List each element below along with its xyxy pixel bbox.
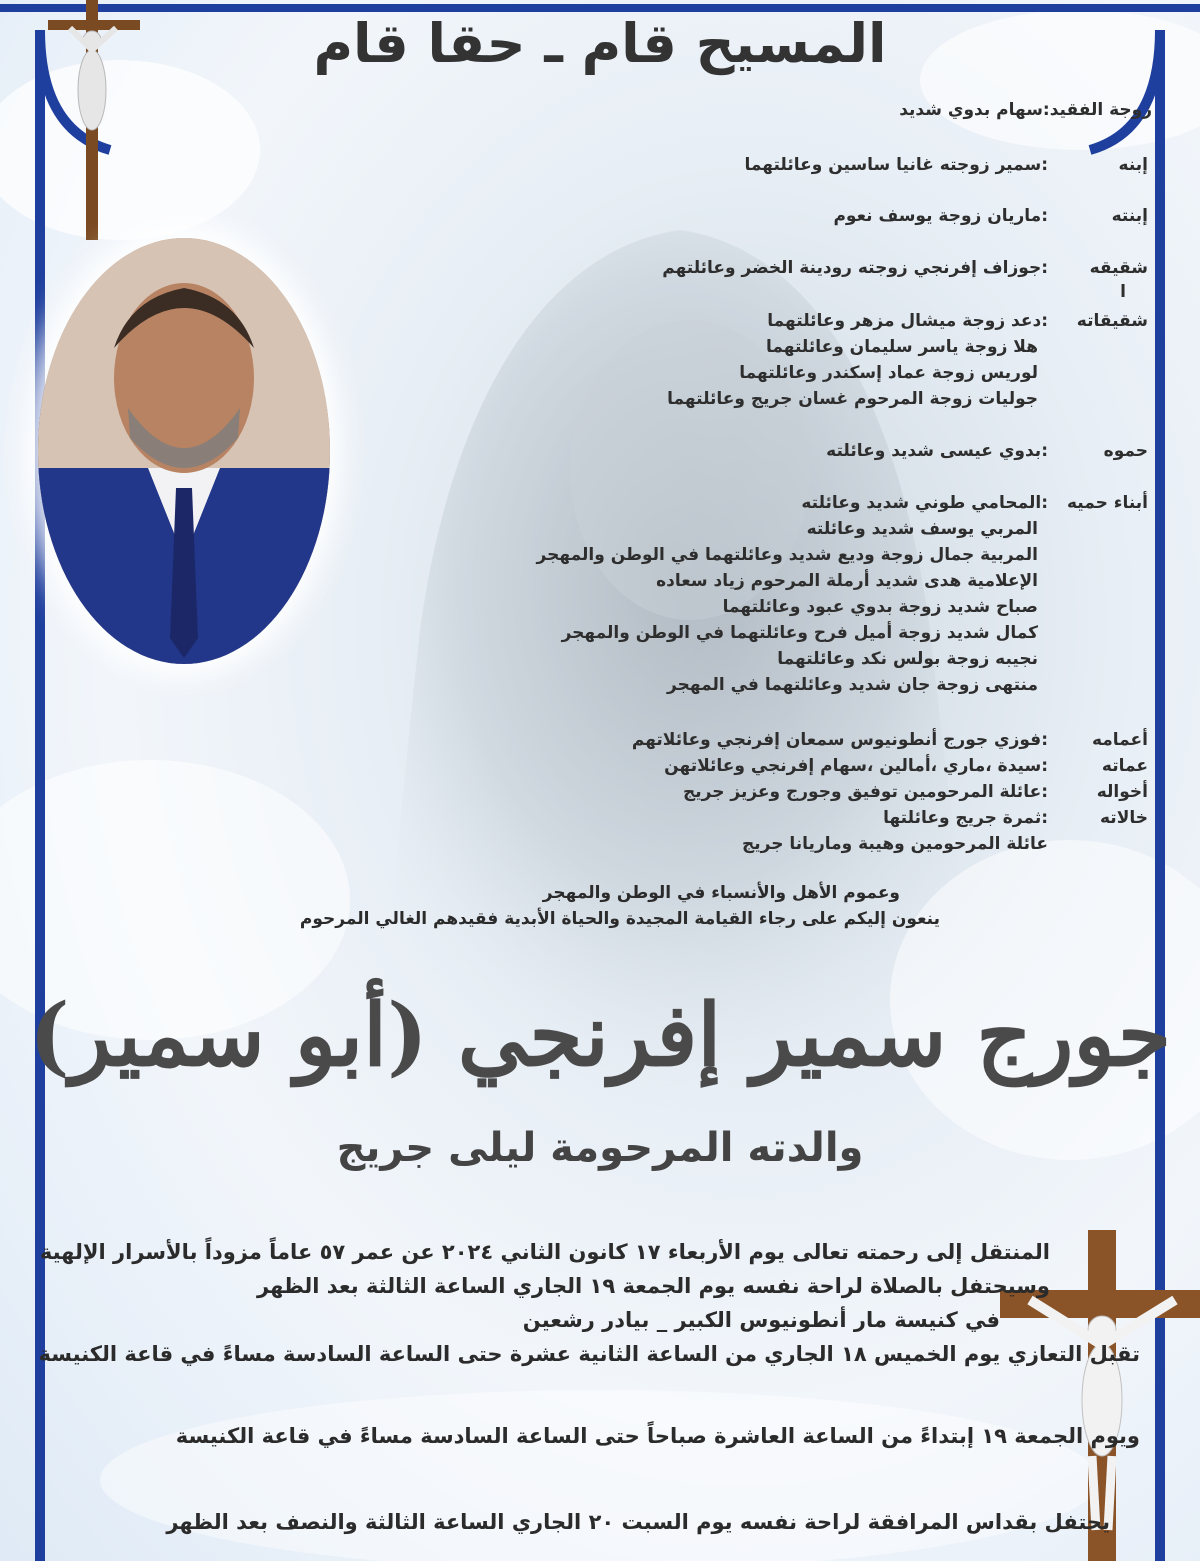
relative-label: عماته: [1101, 756, 1148, 776]
relative-line: :جوزاف إفرنجي زوجته رودينة الخضر وعائلتهم: [662, 258, 1048, 278]
relative-line: لوريس زوجة عماد إسكندر وعائلتهما: [739, 363, 1038, 383]
relative-line: منتهى زوجة جان شديد وعائلتهما في المهجر: [667, 675, 1038, 695]
relative-line: :بدوي عيسى شديد وعائلته: [826, 441, 1048, 461]
relative-line: المربية جمال زوجة وديع شديد وعائلتهما في الوطن والمهجر: [536, 545, 1038, 565]
notice-line: يحتفل بقداس المرافقة لراحة نفسه يوم السبت ٢٠ الجاري الساعة الثالثة والنصف بعد الظهر: [166, 1510, 1110, 1534]
relative-line: :ماريان زوجة يوسف نعوم: [833, 206, 1048, 226]
relative-line: المربي يوسف شديد وعائلته: [806, 519, 1038, 539]
notice-line: المنتقل إلى رحمته تعالى يوم الأربعاء ١٧ كانون الثاني ٢٠٢٤ عن عمر ٥٧ عاماً مزوداً بالأسرار الإلهية: [39, 1240, 1050, 1264]
page-title: المسيح قام ـ حقا قام: [313, 12, 887, 75]
notice-line: تقبل التعازي يوم الخميس ١٨ الجاري من الساعة الثانية عشرة حتى الساعة السادسة مساءً في قاعة الكنيسة: [38, 1342, 1140, 1366]
relative-line: كمال شديد زوجة أميل فرح وعائلتهما في الوطن والمهجر: [561, 623, 1038, 643]
notice-line: ويوم الجمعة ١٩ إبتداءً من الساعة العاشرة صباحاً حتى الساعة السادسة مساءً في قاعة الكنيسة: [175, 1424, 1140, 1448]
stray-character: ا: [1120, 282, 1126, 302]
footer-line: وعموم الأهل والأنسباء في الوطن والمهجر: [542, 883, 900, 903]
funeral-notice: [38, 1235, 1140, 1539]
relative-label: إبنته: [1111, 206, 1148, 226]
relative-label: أبناء حميه: [1066, 493, 1148, 513]
relative-line: نجيبه زوجة بولس نكد وعائلتهما: [777, 649, 1038, 669]
deceased-name: جورج سمير إفرنجي (أبو سمير): [29, 985, 1171, 1086]
portrait-photo: [38, 238, 330, 664]
relative-label: إبنه: [1118, 155, 1148, 175]
relative-label: حموه: [1103, 441, 1148, 461]
relative-line: :دعد زوجة ميشال مزهر وعائلتهما: [767, 311, 1048, 331]
deceased-mother: والدته المرحومة ليلى جريج: [336, 1125, 864, 1171]
relative-label: أخواله: [1096, 782, 1148, 802]
notice-line: في كنيسة مار أنطونيوس الكبير _ بيادر رشعين: [522, 1308, 1000, 1332]
relative-line: هلا زوجة ياسر سليمان وعائلتهما: [765, 337, 1038, 357]
relative-line: عائلة المرحومين وهيبة وماريانا جريج: [742, 834, 1048, 854]
relative-line: :عائلة المرحومين توفيق وجورج وعزيز جريج: [682, 782, 1048, 802]
relative-line: :فوزي جورج أنطونيوس سمعان إفرنجي وعائلاتهم: [631, 730, 1048, 750]
relative-line: صباح شديد زوجة بدوي عبود وعائلتهما: [722, 597, 1038, 617]
relative-line: :سيدة ،ماري ،أمالين ،سهام إفرنجي وعائلاتهن: [664, 756, 1048, 776]
relative-label: شقيقاته: [1076, 311, 1148, 331]
relative-line: :ثمرة جريج وعائلتها: [883, 808, 1048, 828]
relative-line: :سمير زوجته غانيا ساسين وعائلتهما: [744, 155, 1048, 175]
wife-line: زوجة الفقيد:سهام بدوي شديد: [899, 100, 1152, 120]
relative-label: خالاته: [1100, 808, 1148, 828]
family-footer: [300, 880, 940, 932]
relative-line: :المحامي طوني شديد وعائلته: [801, 493, 1048, 513]
relative-line: جوليات زوجة المرحوم غسان جريج وعائلتهما: [667, 389, 1038, 409]
footer-line: ينعون إليكم على رجاء القيامة المجيدة والحياة الأبدية فقيدهم الغالي المرحوم: [299, 909, 940, 929]
relative-label: شقيقه: [1089, 258, 1148, 278]
relative-label: أعمامه: [1091, 730, 1148, 750]
relative-line: الإعلامية هدى شديد أرملة المرحوم زياد سعاده: [656, 571, 1038, 591]
notice-line: وسيحتفل بالصلاة لراحة نفسه يوم الجمعة ١٩ الجاري الساعة الثالثة بعد الظهر: [257, 1274, 1050, 1298]
